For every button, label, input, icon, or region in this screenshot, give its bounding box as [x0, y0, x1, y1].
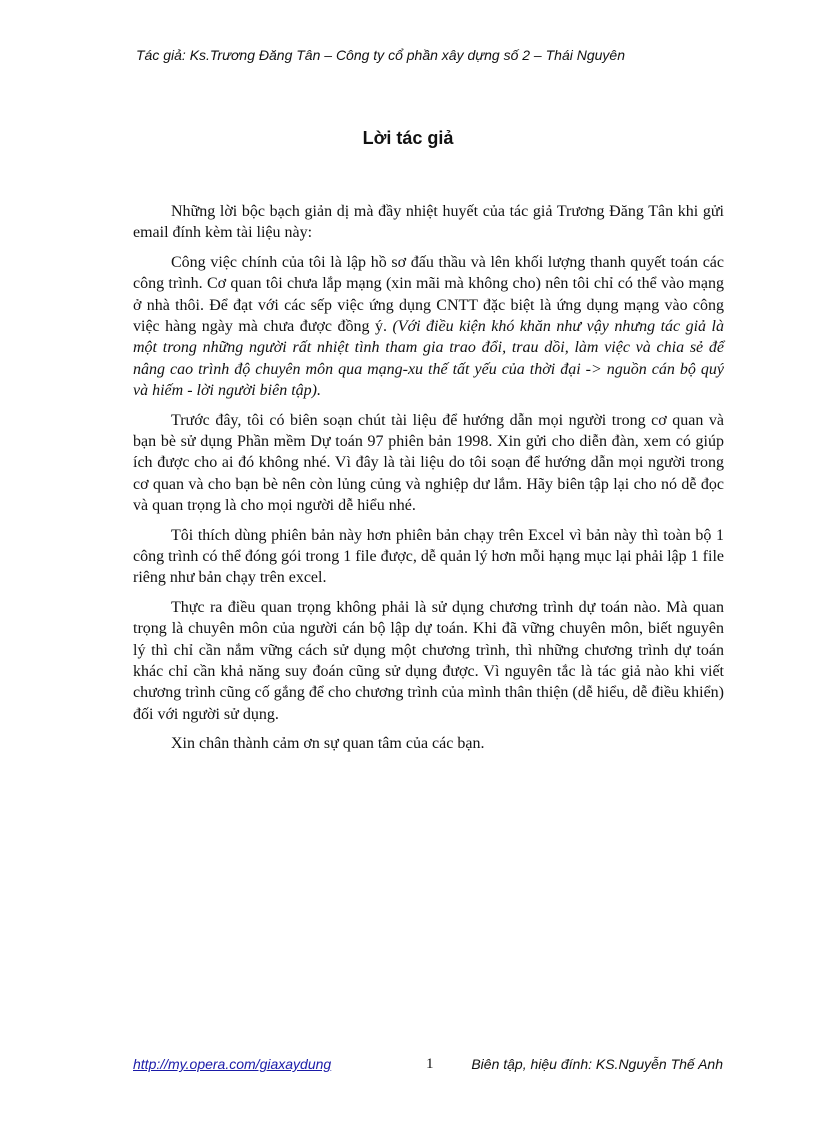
paragraph-thanks: Xin chân thành cảm ơn sự quan tâm của các bạn. [171, 735, 485, 753]
page-header: Tác giả: Ks.Trương Đăng Tân – Công ty cổ phần xây dựng số 2 – Thái Nguyên [136, 47, 625, 63]
page-number: 1 [426, 1056, 434, 1072]
paragraph-history: Trước đây, tôi có biên soạn chút tài liệu để hướng dẫn mọi người trong cơ quan và bạn bè sử dụng Phần mềm Dự toán 97 phiên bản 1998. Xin gửi cho diễn đàn, xem có giúp ích được cho ai đó không nhé. Vì đây là tài liệu do tôi soạn để hướng dẫn mọi người trong cơ quan và cho bạn bè nên còn lủng củng và nghiệp dư lắm. Hãy biên tập lại cho nó dễ đọc và quan trọng là cho mọi người dễ hiểu nhé. [133, 411, 724, 514]
paragraph-work [133, 252, 724, 401]
paragraph-work-text: Công việc chính của tôi là lập hồ sơ đấu thầu và lên khối lượng thanh quyết toán các công trình. Cơ quan tôi chưa lắp mạng (xin mãi mà không cho) nên tôi chỉ có thể vào mạng ở nhà thôi. Để đạt với các sếp việc ứng dụng CNTT đặc biệt là ứng dụng mạng vào công việc hàng ngày mà chưa được đồng ý. [133, 254, 724, 335]
editor-note: (Với điều kiện khó khăn như vậy nhưng tác giả là một trong những người rất nhiệt tình tham gia trao đổi, trau dồi, làm việc và chia sẻ để nâng cao trình độ chuyên môn qua mạng-xu thế tất yếu của thời đại -> nguồn cán bộ quý và hiếm - lời người biên tập). [133, 317, 724, 399]
page-footer [133, 1056, 723, 1076]
paragraph-importance: Thực ra điều quan trọng không phải là sử dụng chương trình dự toán nào. Mà quan trọng là chuyên môn của người cán bộ lập dự toán. Khi đã vững chuyên môn, biết nguyên lý thì chỉ cần nắm vững cách sử dụng một chương trình, thì những chương trình dự toán khác chỉ cần khả năng suy đoán cũng sử dụng được. Vì nguyên tắc là tác giả nào khi viết chương trình cũng cố gắng để cho chương trình của mình thân thiện (dễ hiểu, dễ điều khiển) đối với người sử dụng. [133, 599, 724, 723]
document-body [133, 201, 724, 763]
editor-credit: Biên tập, hiệu đính: KS.Nguyễn Thế Anh [471, 1056, 723, 1072]
paragraph-intro: Những lời bộc bạch giản dị mà đầy nhiệt huyết của tác giả Trương Đăng Tân khi gửi email đính kèm tài liệu này: [133, 203, 724, 242]
website-link[interactable]: http://my.opera.com/giaxaydung [133, 1056, 332, 1072]
paragraph-preference: Tôi thích dùng phiên bản này hơn phiên bản chạy trên Excel vì bản này thì toàn bộ 1 công trình có thể đóng gói trong 1 file được, dễ quản lý hơn mỗi hạng mục lại phải lập 1 file riêng như bản chạy trên excel. [133, 526, 724, 587]
page-title: Lời tác giả [362, 128, 454, 148]
